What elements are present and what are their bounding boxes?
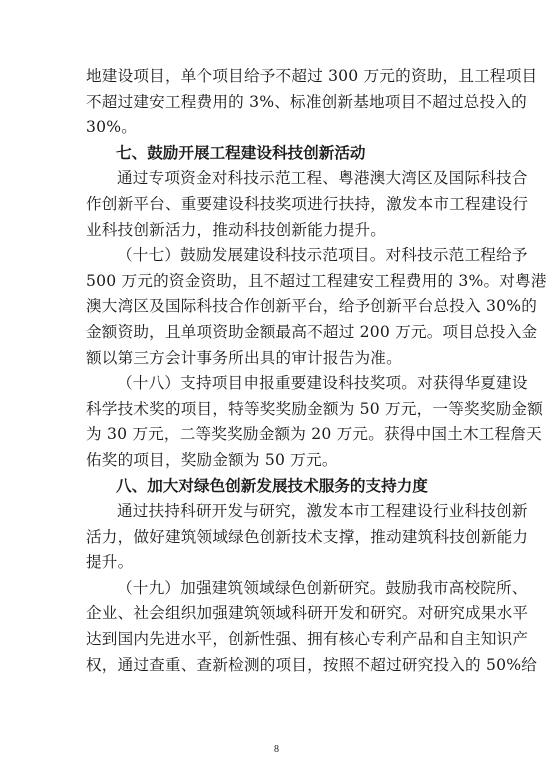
text-line: 500 万元的资金资助，且不超过工程建安工程费用的 3%。对粤港: [86, 271, 547, 290]
text-line: 金额资助，且单项资助金额最高不超过 200 万元。项目总投入金: [86, 322, 538, 341]
text-line: （十八）支持项目申报重要建设科技奖项。对获得华夏建设: [117, 374, 528, 393]
text-line: 30%。: [86, 118, 138, 137]
page-number: 8: [274, 744, 279, 755]
text-line: 权，通过查重、查新检测的项目，按照不超过研究投入的 50%给: [86, 655, 538, 674]
text-line: 澳大湾区及国际科技合作创新平台，给予创新平台总投入 30%的: [86, 297, 538, 316]
text-line: 额以第三方会计事务所出具的审计报告为准。: [86, 348, 402, 367]
text-line: 不超过建安工程费用的 3%、标准创新基地项目不超过总投入的: [86, 92, 527, 111]
document-body: [86, 64, 547, 678]
text-line: 通过专项资金对科技示范工程、粤港澳大湾区及国际科技合: [117, 169, 528, 188]
text-line: 作创新平台、重要建设科技奖项进行扶持，激发本市工程建设行: [86, 194, 529, 213]
text-line: 业科技创新活力，推动科技创新能力提升。: [86, 220, 387, 239]
text-line: 通过扶持科研开发与研究，激发本市工程建设行业科技创新: [117, 502, 528, 521]
text-line: 地建设项目，单个项目给予不超过 300 万元的资助，且工程项目: [86, 67, 538, 85]
text-line: （十九）加强建筑领域绿色创新研究。鼓励我市高校院所、: [117, 578, 528, 597]
text-line: 为 30 万元，二等奖奖励金额为 20 万元。获得中国土木工程詹天: [86, 425, 542, 444]
text-line: 提升。: [86, 553, 134, 572]
text-line: 达到国内先进水平，创新性强、拥有核心专利产品和自主知识产: [86, 630, 529, 649]
text-line: 科学技术奖的项目，特等奖奖励金额为 50 万元，一等奖奖励金额: [86, 399, 543, 418]
text-line: （十七）鼓励发展建设科技示范项目。对科技示范工程给予: [117, 246, 528, 265]
text-line: 佑奖的项目，奖励金额为 50 万元。: [86, 450, 338, 469]
text-line: 企业、社会组织加强建筑领域科研开发和研究。对研究成果水平: [86, 604, 529, 623]
section-heading: 八、加大对绿色创新发展技术服务的支持力度: [116, 476, 428, 495]
text-line: 活力，做好建筑领域绿色创新技术支撑，推动建筑科技创新能力: [86, 527, 529, 546]
section-heading: 七、鼓励开展工程建设科技创新活动: [116, 143, 366, 162]
